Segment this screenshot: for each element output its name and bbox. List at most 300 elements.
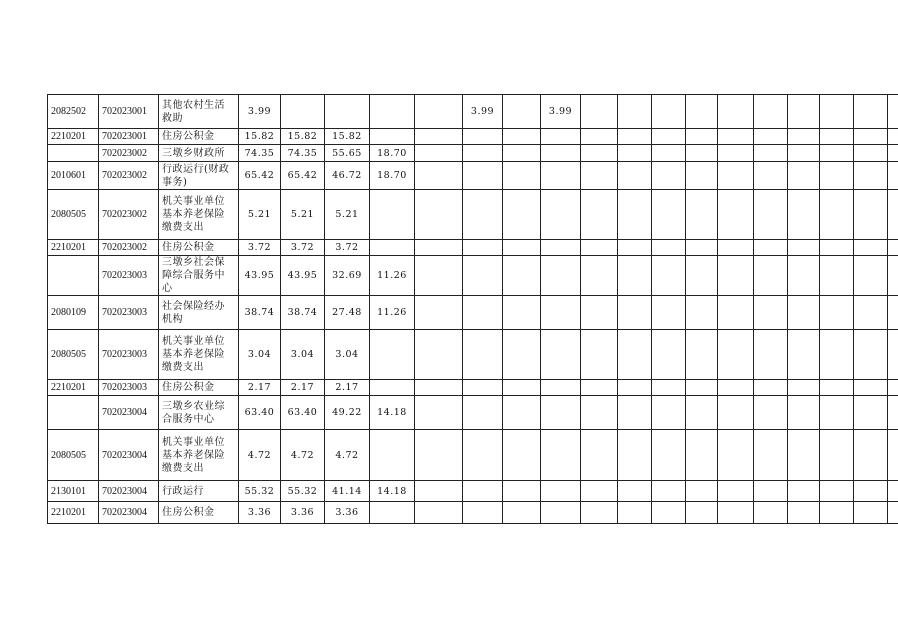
- empty-cell: [581, 330, 618, 380]
- empty-cell: [652, 502, 686, 524]
- unit-code-cell: 702023003: [99, 256, 159, 296]
- empty-cell: [686, 95, 718, 129]
- empty-cell: [854, 95, 888, 129]
- item-name-cell: 三墩乡农业综合服务中心: [159, 396, 239, 430]
- amount-cell: [415, 145, 463, 162]
- amount-cell: [503, 430, 541, 481]
- amount-cell: 38.74: [281, 296, 325, 330]
- empty-cell: [854, 190, 888, 240]
- empty-cell: [686, 240, 718, 256]
- table-row: [48, 380, 898, 396]
- amount-cell: 3.99: [239, 95, 281, 129]
- amount-cell: 2.17: [325, 380, 370, 396]
- amount-cell: [463, 380, 503, 396]
- amount-cell: [370, 502, 415, 524]
- amount-cell: [463, 502, 503, 524]
- amount-cell: 4.72: [281, 430, 325, 481]
- empty-cell: [820, 162, 854, 190]
- amount-cell: [503, 396, 541, 430]
- empty-cell: [718, 145, 754, 162]
- empty-cell: [854, 396, 888, 430]
- empty-cell: [754, 502, 788, 524]
- subject-code-cell: 2080109: [48, 296, 99, 330]
- empty-cell: [581, 95, 618, 129]
- empty-cell: [854, 296, 888, 330]
- amount-cell: 11.26: [370, 256, 415, 296]
- amount-cell: [541, 240, 581, 256]
- item-name-cell: 住房公积金: [159, 240, 239, 256]
- table-row: [48, 162, 898, 190]
- amount-cell: 74.35: [239, 145, 281, 162]
- amount-cell: [503, 190, 541, 240]
- amount-cell: [415, 129, 463, 145]
- empty-cell: [718, 502, 754, 524]
- empty-cell: [788, 296, 820, 330]
- amount-cell: 74.35: [281, 145, 325, 162]
- empty-cell: [581, 396, 618, 430]
- empty-cell: [652, 95, 686, 129]
- empty-cell: [686, 396, 718, 430]
- empty-cell: [788, 502, 820, 524]
- amount-cell: 41.14: [325, 481, 370, 502]
- amount-cell: 4.72: [325, 430, 370, 481]
- empty-cell: [888, 481, 898, 502]
- empty-cell: [820, 330, 854, 380]
- empty-cell: [581, 190, 618, 240]
- amount-cell: 63.40: [239, 396, 281, 430]
- amount-cell: 38.74: [239, 296, 281, 330]
- empty-cell: [888, 502, 898, 524]
- amount-cell: [415, 430, 463, 481]
- empty-cell: [788, 95, 820, 129]
- empty-cell: [652, 296, 686, 330]
- amount-cell: 3.36: [239, 502, 281, 524]
- amount-cell: 5.21: [281, 190, 325, 240]
- amount-cell: [463, 190, 503, 240]
- empty-cell: [652, 330, 686, 380]
- empty-cell: [854, 481, 888, 502]
- amount-cell: 3.36: [281, 502, 325, 524]
- amount-cell: [415, 95, 463, 129]
- amount-cell: 55.32: [281, 481, 325, 502]
- amount-cell: 14.18: [370, 481, 415, 502]
- empty-cell: [618, 296, 652, 330]
- empty-cell: [618, 162, 652, 190]
- unit-code-cell: 702023002: [99, 190, 159, 240]
- empty-cell: [581, 502, 618, 524]
- empty-cell: [820, 296, 854, 330]
- amount-cell: 15.82: [239, 129, 281, 145]
- amount-cell: 43.95: [281, 256, 325, 296]
- empty-cell: [888, 162, 898, 190]
- empty-cell: [618, 330, 652, 380]
- amount-cell: [463, 330, 503, 380]
- amount-cell: [415, 240, 463, 256]
- empty-cell: [754, 481, 788, 502]
- item-name-cell: 住房公积金: [159, 129, 239, 145]
- subject-code-cell: [48, 256, 99, 296]
- amount-cell: 15.82: [325, 129, 370, 145]
- empty-cell: [618, 240, 652, 256]
- unit-code-cell: 702023004: [99, 430, 159, 481]
- unit-code-cell: 702023004: [99, 481, 159, 502]
- empty-cell: [820, 502, 854, 524]
- amount-cell: [415, 330, 463, 380]
- amount-cell: [503, 129, 541, 145]
- empty-cell: [618, 95, 652, 129]
- item-name-cell: 其他农村生活救助: [159, 95, 239, 129]
- empty-cell: [788, 396, 820, 430]
- unit-code-cell: 702023004: [99, 396, 159, 430]
- subject-code-cell: 2082502: [48, 95, 99, 129]
- empty-cell: [820, 380, 854, 396]
- empty-cell: [652, 380, 686, 396]
- empty-cell: [854, 380, 888, 396]
- empty-cell: [788, 481, 820, 502]
- item-name-cell: 社会保险经办机构: [159, 296, 239, 330]
- empty-cell: [820, 256, 854, 296]
- empty-cell: [754, 256, 788, 296]
- item-name-cell: 机关事业单位基本养老保险缴费支出: [159, 330, 239, 380]
- unit-code-cell: 702023001: [99, 95, 159, 129]
- empty-cell: [718, 380, 754, 396]
- empty-cell: [820, 129, 854, 145]
- empty-cell: [718, 256, 754, 296]
- amount-cell: 55.32: [239, 481, 281, 502]
- amount-cell: 3.72: [281, 240, 325, 256]
- amount-cell: [503, 296, 541, 330]
- empty-cell: [788, 240, 820, 256]
- unit-code-cell: 702023001: [99, 129, 159, 145]
- amount-cell: [415, 396, 463, 430]
- empty-cell: [618, 502, 652, 524]
- empty-cell: [888, 396, 898, 430]
- empty-cell: [686, 296, 718, 330]
- empty-cell: [854, 430, 888, 481]
- subject-code-cell: 2080505: [48, 330, 99, 380]
- empty-cell: [718, 330, 754, 380]
- unit-code-cell: 702023003: [99, 380, 159, 396]
- empty-cell: [854, 129, 888, 145]
- empty-cell: [854, 145, 888, 162]
- empty-cell: [618, 190, 652, 240]
- subject-code-cell: 2210201: [48, 240, 99, 256]
- empty-cell: [854, 256, 888, 296]
- empty-cell: [820, 190, 854, 240]
- empty-cell: [888, 95, 898, 129]
- empty-cell: [854, 240, 888, 256]
- empty-cell: [854, 502, 888, 524]
- amount-cell: 65.42: [281, 162, 325, 190]
- empty-cell: [788, 162, 820, 190]
- empty-cell: [652, 190, 686, 240]
- empty-cell: [754, 396, 788, 430]
- amount-cell: [415, 481, 463, 502]
- table-row: [48, 296, 898, 330]
- table-row: [48, 129, 898, 145]
- amount-cell: [503, 330, 541, 380]
- amount-cell: [370, 240, 415, 256]
- unit-code-cell: 702023003: [99, 330, 159, 380]
- amount-cell: [541, 481, 581, 502]
- amount-cell: 3.04: [281, 330, 325, 380]
- empty-cell: [820, 481, 854, 502]
- empty-cell: [581, 145, 618, 162]
- amount-cell: 32.69: [325, 256, 370, 296]
- empty-cell: [652, 430, 686, 481]
- empty-cell: [618, 481, 652, 502]
- table-row: [48, 240, 898, 256]
- empty-cell: [788, 145, 820, 162]
- empty-cell: [652, 481, 686, 502]
- empty-cell: [718, 129, 754, 145]
- empty-cell: [888, 190, 898, 240]
- table-row: [48, 502, 898, 524]
- amount-cell: [541, 380, 581, 396]
- empty-cell: [820, 240, 854, 256]
- amount-cell: [370, 430, 415, 481]
- amount-cell: [503, 502, 541, 524]
- amount-cell: 5.21: [239, 190, 281, 240]
- empty-cell: [718, 481, 754, 502]
- empty-cell: [754, 296, 788, 330]
- subject-code-cell: 2130101: [48, 481, 99, 502]
- amount-cell: 5.21: [325, 190, 370, 240]
- item-name-cell: 机关事业单位基本养老保险缴费支出: [159, 190, 239, 240]
- empty-cell: [718, 296, 754, 330]
- empty-cell: [854, 330, 888, 380]
- empty-cell: [618, 396, 652, 430]
- empty-cell: [618, 129, 652, 145]
- amount-cell: [541, 145, 581, 162]
- amount-cell: [415, 162, 463, 190]
- empty-cell: [686, 190, 718, 240]
- empty-cell: [888, 256, 898, 296]
- empty-cell: [820, 396, 854, 430]
- empty-cell: [652, 396, 686, 430]
- table-row: [48, 430, 898, 481]
- subject-code-cell: 2010601: [48, 162, 99, 190]
- item-name-cell: 机关事业单位基本养老保险缴费支出: [159, 430, 239, 481]
- amount-cell: 65.42: [239, 162, 281, 190]
- table-row: [48, 95, 898, 129]
- amount-cell: [415, 296, 463, 330]
- amount-cell: [541, 430, 581, 481]
- amount-cell: [503, 256, 541, 296]
- empty-cell: [820, 95, 854, 129]
- subject-code-cell: 2210201: [48, 129, 99, 145]
- amount-cell: 27.48: [325, 296, 370, 330]
- empty-cell: [618, 256, 652, 296]
- amount-cell: 18.70: [370, 162, 415, 190]
- empty-cell: [754, 162, 788, 190]
- amount-cell: [415, 380, 463, 396]
- amount-cell: [415, 190, 463, 240]
- amount-cell: 3.04: [239, 330, 281, 380]
- amount-cell: [463, 296, 503, 330]
- amount-cell: [463, 430, 503, 481]
- empty-cell: [888, 296, 898, 330]
- empty-cell: [718, 240, 754, 256]
- empty-cell: [686, 162, 718, 190]
- unit-code-cell: 702023003: [99, 296, 159, 330]
- empty-cell: [788, 430, 820, 481]
- empty-cell: [581, 430, 618, 481]
- empty-cell: [888, 129, 898, 145]
- amount-cell: 55.65: [325, 145, 370, 162]
- empty-cell: [888, 330, 898, 380]
- unit-code-cell: 702023002: [99, 162, 159, 190]
- amount-cell: [463, 162, 503, 190]
- empty-cell: [788, 129, 820, 145]
- subject-code-cell: 2080505: [48, 430, 99, 481]
- amount-cell: [541, 296, 581, 330]
- empty-cell: [581, 481, 618, 502]
- empty-cell: [754, 95, 788, 129]
- amount-cell: 18.70: [370, 145, 415, 162]
- empty-cell: [718, 396, 754, 430]
- table-row: [48, 256, 898, 296]
- empty-cell: [754, 129, 788, 145]
- empty-cell: [888, 240, 898, 256]
- amount-cell: 43.95: [239, 256, 281, 296]
- empty-cell: [888, 430, 898, 481]
- item-name-cell: 三墩乡财政所: [159, 145, 239, 162]
- amount-cell: 3.99: [541, 95, 581, 129]
- empty-cell: [581, 240, 618, 256]
- subject-code-cell: 2080505: [48, 190, 99, 240]
- unit-code-cell: 702023004: [99, 502, 159, 524]
- table-row: [48, 481, 898, 502]
- table-body: [48, 95, 898, 524]
- amount-cell: 3.72: [325, 240, 370, 256]
- item-name-cell: 行政运行: [159, 481, 239, 502]
- amount-cell: [463, 240, 503, 256]
- amount-cell: [370, 330, 415, 380]
- amount-cell: 63.40: [281, 396, 325, 430]
- empty-cell: [888, 380, 898, 396]
- unit-code-cell: 702023002: [99, 145, 159, 162]
- amount-cell: [541, 330, 581, 380]
- amount-cell: [503, 145, 541, 162]
- empty-cell: [888, 145, 898, 162]
- empty-cell: [718, 162, 754, 190]
- amount-cell: [503, 481, 541, 502]
- amount-cell: [325, 95, 370, 129]
- amount-cell: 3.36: [325, 502, 370, 524]
- amount-cell: 4.72: [239, 430, 281, 481]
- amount-cell: [463, 256, 503, 296]
- empty-cell: [686, 481, 718, 502]
- item-name-cell: 三墩乡社会保障综合服务中心: [159, 256, 239, 296]
- empty-cell: [652, 129, 686, 145]
- empty-cell: [754, 190, 788, 240]
- table-row: [48, 330, 898, 380]
- amount-cell: [503, 240, 541, 256]
- budget-table: [47, 94, 898, 524]
- empty-cell: [854, 162, 888, 190]
- empty-cell: [581, 129, 618, 145]
- empty-cell: [686, 256, 718, 296]
- amount-cell: 49.22: [325, 396, 370, 430]
- empty-cell: [820, 430, 854, 481]
- table-row: [48, 145, 898, 162]
- empty-cell: [618, 430, 652, 481]
- amount-cell: [541, 162, 581, 190]
- empty-cell: [652, 162, 686, 190]
- amount-cell: [541, 396, 581, 430]
- item-name-cell: 行政运行(财政事务): [159, 162, 239, 190]
- amount-cell: [541, 129, 581, 145]
- amount-cell: 3.99: [463, 95, 503, 129]
- empty-cell: [618, 145, 652, 162]
- amount-cell: 11.26: [370, 296, 415, 330]
- empty-cell: [686, 145, 718, 162]
- amount-cell: [503, 95, 541, 129]
- amount-cell: 46.72: [325, 162, 370, 190]
- table-row: [48, 396, 898, 430]
- empty-cell: [581, 296, 618, 330]
- empty-cell: [686, 380, 718, 396]
- empty-cell: [754, 380, 788, 396]
- empty-cell: [820, 145, 854, 162]
- empty-cell: [754, 145, 788, 162]
- empty-cell: [718, 430, 754, 481]
- unit-code-cell: 702023002: [99, 240, 159, 256]
- empty-cell: [718, 95, 754, 129]
- amount-cell: [463, 145, 503, 162]
- empty-cell: [581, 256, 618, 296]
- empty-cell: [754, 430, 788, 481]
- subject-code-cell: [48, 145, 99, 162]
- amount-cell: [503, 162, 541, 190]
- amount-cell: [541, 190, 581, 240]
- empty-cell: [788, 256, 820, 296]
- amount-cell: [503, 380, 541, 396]
- amount-cell: 3.04: [325, 330, 370, 380]
- subject-code-cell: 2210201: [48, 380, 99, 396]
- amount-cell: 2.17: [239, 380, 281, 396]
- amount-cell: 2.17: [281, 380, 325, 396]
- amount-cell: [541, 256, 581, 296]
- empty-cell: [652, 145, 686, 162]
- amount-cell: [370, 190, 415, 240]
- empty-cell: [788, 190, 820, 240]
- amount-cell: [370, 95, 415, 129]
- empty-cell: [686, 330, 718, 380]
- item-name-cell: 住房公积金: [159, 380, 239, 396]
- amount-cell: [463, 396, 503, 430]
- empty-cell: [788, 330, 820, 380]
- empty-cell: [718, 190, 754, 240]
- amount-cell: 15.82: [281, 129, 325, 145]
- amount-cell: [370, 129, 415, 145]
- item-name-cell: 住房公积金: [159, 502, 239, 524]
- empty-cell: [686, 502, 718, 524]
- empty-cell: [652, 240, 686, 256]
- subject-code-cell: [48, 396, 99, 430]
- amount-cell: [281, 95, 325, 129]
- table-row: [48, 190, 898, 240]
- amount-cell: 3.72: [239, 240, 281, 256]
- empty-cell: [581, 162, 618, 190]
- empty-cell: [686, 430, 718, 481]
- subject-code-cell: 2210201: [48, 502, 99, 524]
- amount-cell: [541, 502, 581, 524]
- empty-cell: [618, 380, 652, 396]
- amount-cell: [370, 380, 415, 396]
- empty-cell: [686, 129, 718, 145]
